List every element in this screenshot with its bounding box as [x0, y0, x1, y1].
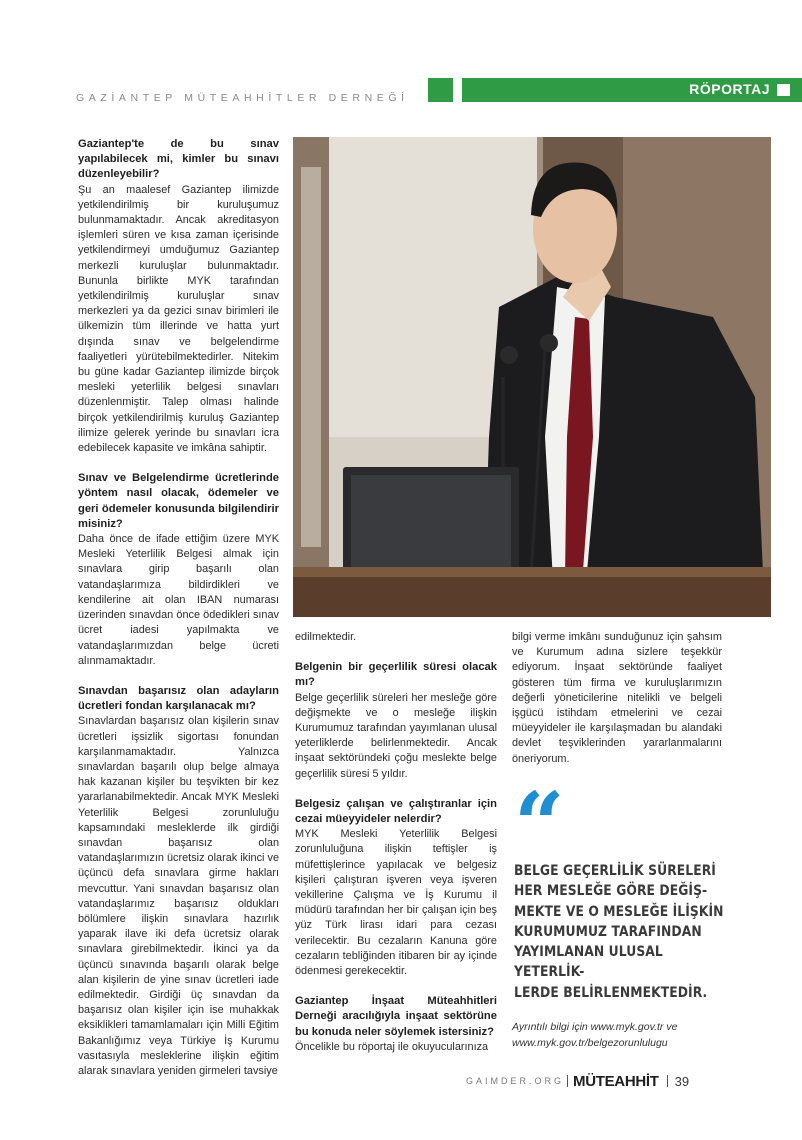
question-heading: Gaziantep'te de bu sınav yapılabilecek mi, kimler bu sınavı düzenleyebilir?	[78, 138, 279, 181]
article-column-2	[295, 630, 497, 1070]
question-heading: Gaziantep İnşaat Müteahhitleri Derneği aracılığıyla inşaat sektörüne bu konuda neler söylemek istersiniz?	[295, 995, 497, 1038]
interviewee-photo	[293, 137, 771, 617]
org-name: GAZİANTEP MÜTEAHHİTLER DERNEĞİ	[76, 92, 409, 104]
answer-paragraph: Öncelikle bu röportaj ile okuyucularınıza	[295, 1040, 489, 1053]
section-header-bar	[462, 78, 802, 102]
answer-paragraph: Sınavlardan başarısız olan kişilerin sınav ücretleri işsizlik sigortası fonundan karşılanmamaktadır. Yalnızca sınavlardan başarılı olup belge almaya hak kazanan kişiler bu teşvikten bir kez yararlanabilmektedir. Ancak MYK Mesleki Yeterlilik Belgesi zorunluluğu kapsamındaki mesleklerde ilk girdiği sınavdan başarısız olan vatandaşlarımızın ücretsiz olarak ikinci ve üçüncü defa sınavlara girme hakları mevcuttur. Yani sınavdan başarısız olan vatandaşlarımız başarısız oldukları bölümlere ilişkin sınavlara hazırlık yaparak ilave iki defa ücretsiz olarak sınavlara girebilmektedir. İkinci ya da üçüncü sınavında başarılı olarak belge alan kişilerin de yine sınav ücretleri iade edilmektedir. Girdiği üç sınavdan da başarısız olan kişiler için ise muhakkak eksiklikleri tamamlamaları için Milli Eğitim Bakanlığımız veya Türkiye İş Kurumu vasıtasıyla mesleklerine ilişkin eğitim alarak sınavlara yeniden girmeleri tavsiye	[78, 715, 279, 1077]
page-footer	[466, 1072, 689, 1090]
quote-icon: “	[514, 772, 565, 876]
answer-paragraph: bilgi verme imkânı sunduğunuz için şahsım ve Kurumum adına sizlere teşekkür ediyorum. İnşaat sektöründe faaliyet gösteren tüm firma ve kuruluşlarımızın değerli yöneticilerine nitelikli ve belgeli işgücü istihdam etmelerini ve cezai müeyyideler ile karşılaşmadan bu alandaki devlet teşviklerinden yararlanmalarını öneriyorum.	[512, 631, 722, 765]
answer-paragraph: MYK Mesleki Yeterlilik Belgesi zorunluluğuna ilişkin teftişler iş müfettişlerince yapılacak ve belgesiz kişileri çalıştıran işveren veya işveren vekillerine Çalışma ve İş Kurumu il müdürü tarafından her bir çalışan için beş yüz Türk lirası idari para cezası verilecektir. Bu cezaların Kanuna göre cezaların tebliğinden itibaren bir ay içinde ödenmesi gerekecektir.	[295, 828, 497, 978]
footer-divider	[567, 1075, 568, 1087]
more-info-note: Ayrıntılı bilgi için www.myk.gov.tr ve www.myk.gov.tr/belgezorunlulugu	[512, 1021, 678, 1049]
question-heading: Sınav ve Belgelendirme ücretlerinde yöntem nasıl olacak, ödemeler ve geri ödemeler konusunda bilgilendirir misiniz?	[78, 472, 279, 530]
article-column-3	[512, 630, 722, 782]
answer-paragraph: edilmektedir.	[295, 631, 357, 643]
answer-paragraph: Belge geçerlilik süreleri her mesleğe göre değişmekte ve o mesleğe ilişkin Kurumumuz tarafından yayımlanan ulusal yeterliklerde belirlenmektedir. Ancak inşaat sektöründeki çoğu meslekte belge geçerlilik süresi 5 yıldır.	[295, 691, 497, 780]
pull-quote: BELGE GEÇERLİLİK SÜRELERİ HER MESLEĞE GÖRE DEĞİŞ- MEKTE VE O MESLEĞE İLİŞKİN KURUMUMUZ TARAFINDAN YAYIMLANAN ULUSAL YETERLİK- LERDE BELİRLENMEKTEDİR.	[514, 863, 724, 1001]
square-icon	[777, 84, 790, 96]
question-heading: Belgesiz çalışan ve çalıştıranlar için cezai müeyyideler nelerdir?	[295, 797, 497, 826]
page-number: 39	[674, 1073, 690, 1089]
question-heading: Sınavdan başarısız olan adayların ücretleri fondan karşılanacak mı?	[78, 684, 279, 713]
answer-paragraph: Daha önce de ifade ettiğim üzere MYK Mesleki Yeterlilik Belgesi almak için sınavlara girip başarılı olan vatandaşlarımıza bildirdikleri ve kendilerine ait olan IBAN numarası üzerinden sınavdan önce ödedikleri sınav ücret iadesi yapılmakta ve vatandaşlarımızdan belge ücreti alınmamaktadır.	[78, 533, 279, 667]
footer-site: GAIMDER.ORG	[466, 1076, 565, 1086]
footer-divider	[667, 1075, 668, 1087]
section-label: RÖPORTAJ	[689, 81, 770, 97]
article-column-1	[78, 137, 279, 1094]
magazine-logo: MÜTEAHHİT	[573, 1072, 659, 1090]
header-accent-block	[428, 78, 453, 102]
question-heading: Belgenin bir geçerlilik süresi olacak mı?	[295, 661, 497, 689]
answer-paragraph: Şu an maalesef Gaziantep ilimizde yetkilendirilmiş bir kuruluşumuz bulunmamaktadır. Ancak akreditasyon işlemleri süren ve kısa zaman içerisinde yetkilendirmeyi umduğumuz Gaziantep merkezli kuruluşlar bulunmaktadır. Bununla birlikte MYK tarafından yetkilendirilmiş kuruluşlar sınav merkezleri ya da gezici sınav birimleri ile ülkemizin tüm illerinde ve hatta yurt dışında sınav ve belgelendirme faaliyetleri yürütebilmektedirler. Nitekim bu güne kadar Gaziantep ilimizde birçok mesleki yeterlilik belgesi sınavları düzenlenmiştir. Talep olması halinde birçok yetkilendirilmiş kuruluş Gaziantep ilimize gelerek yerinde bu sınavları icra edebilecek kapasite ve imkâna sahiptir.	[78, 183, 279, 455]
